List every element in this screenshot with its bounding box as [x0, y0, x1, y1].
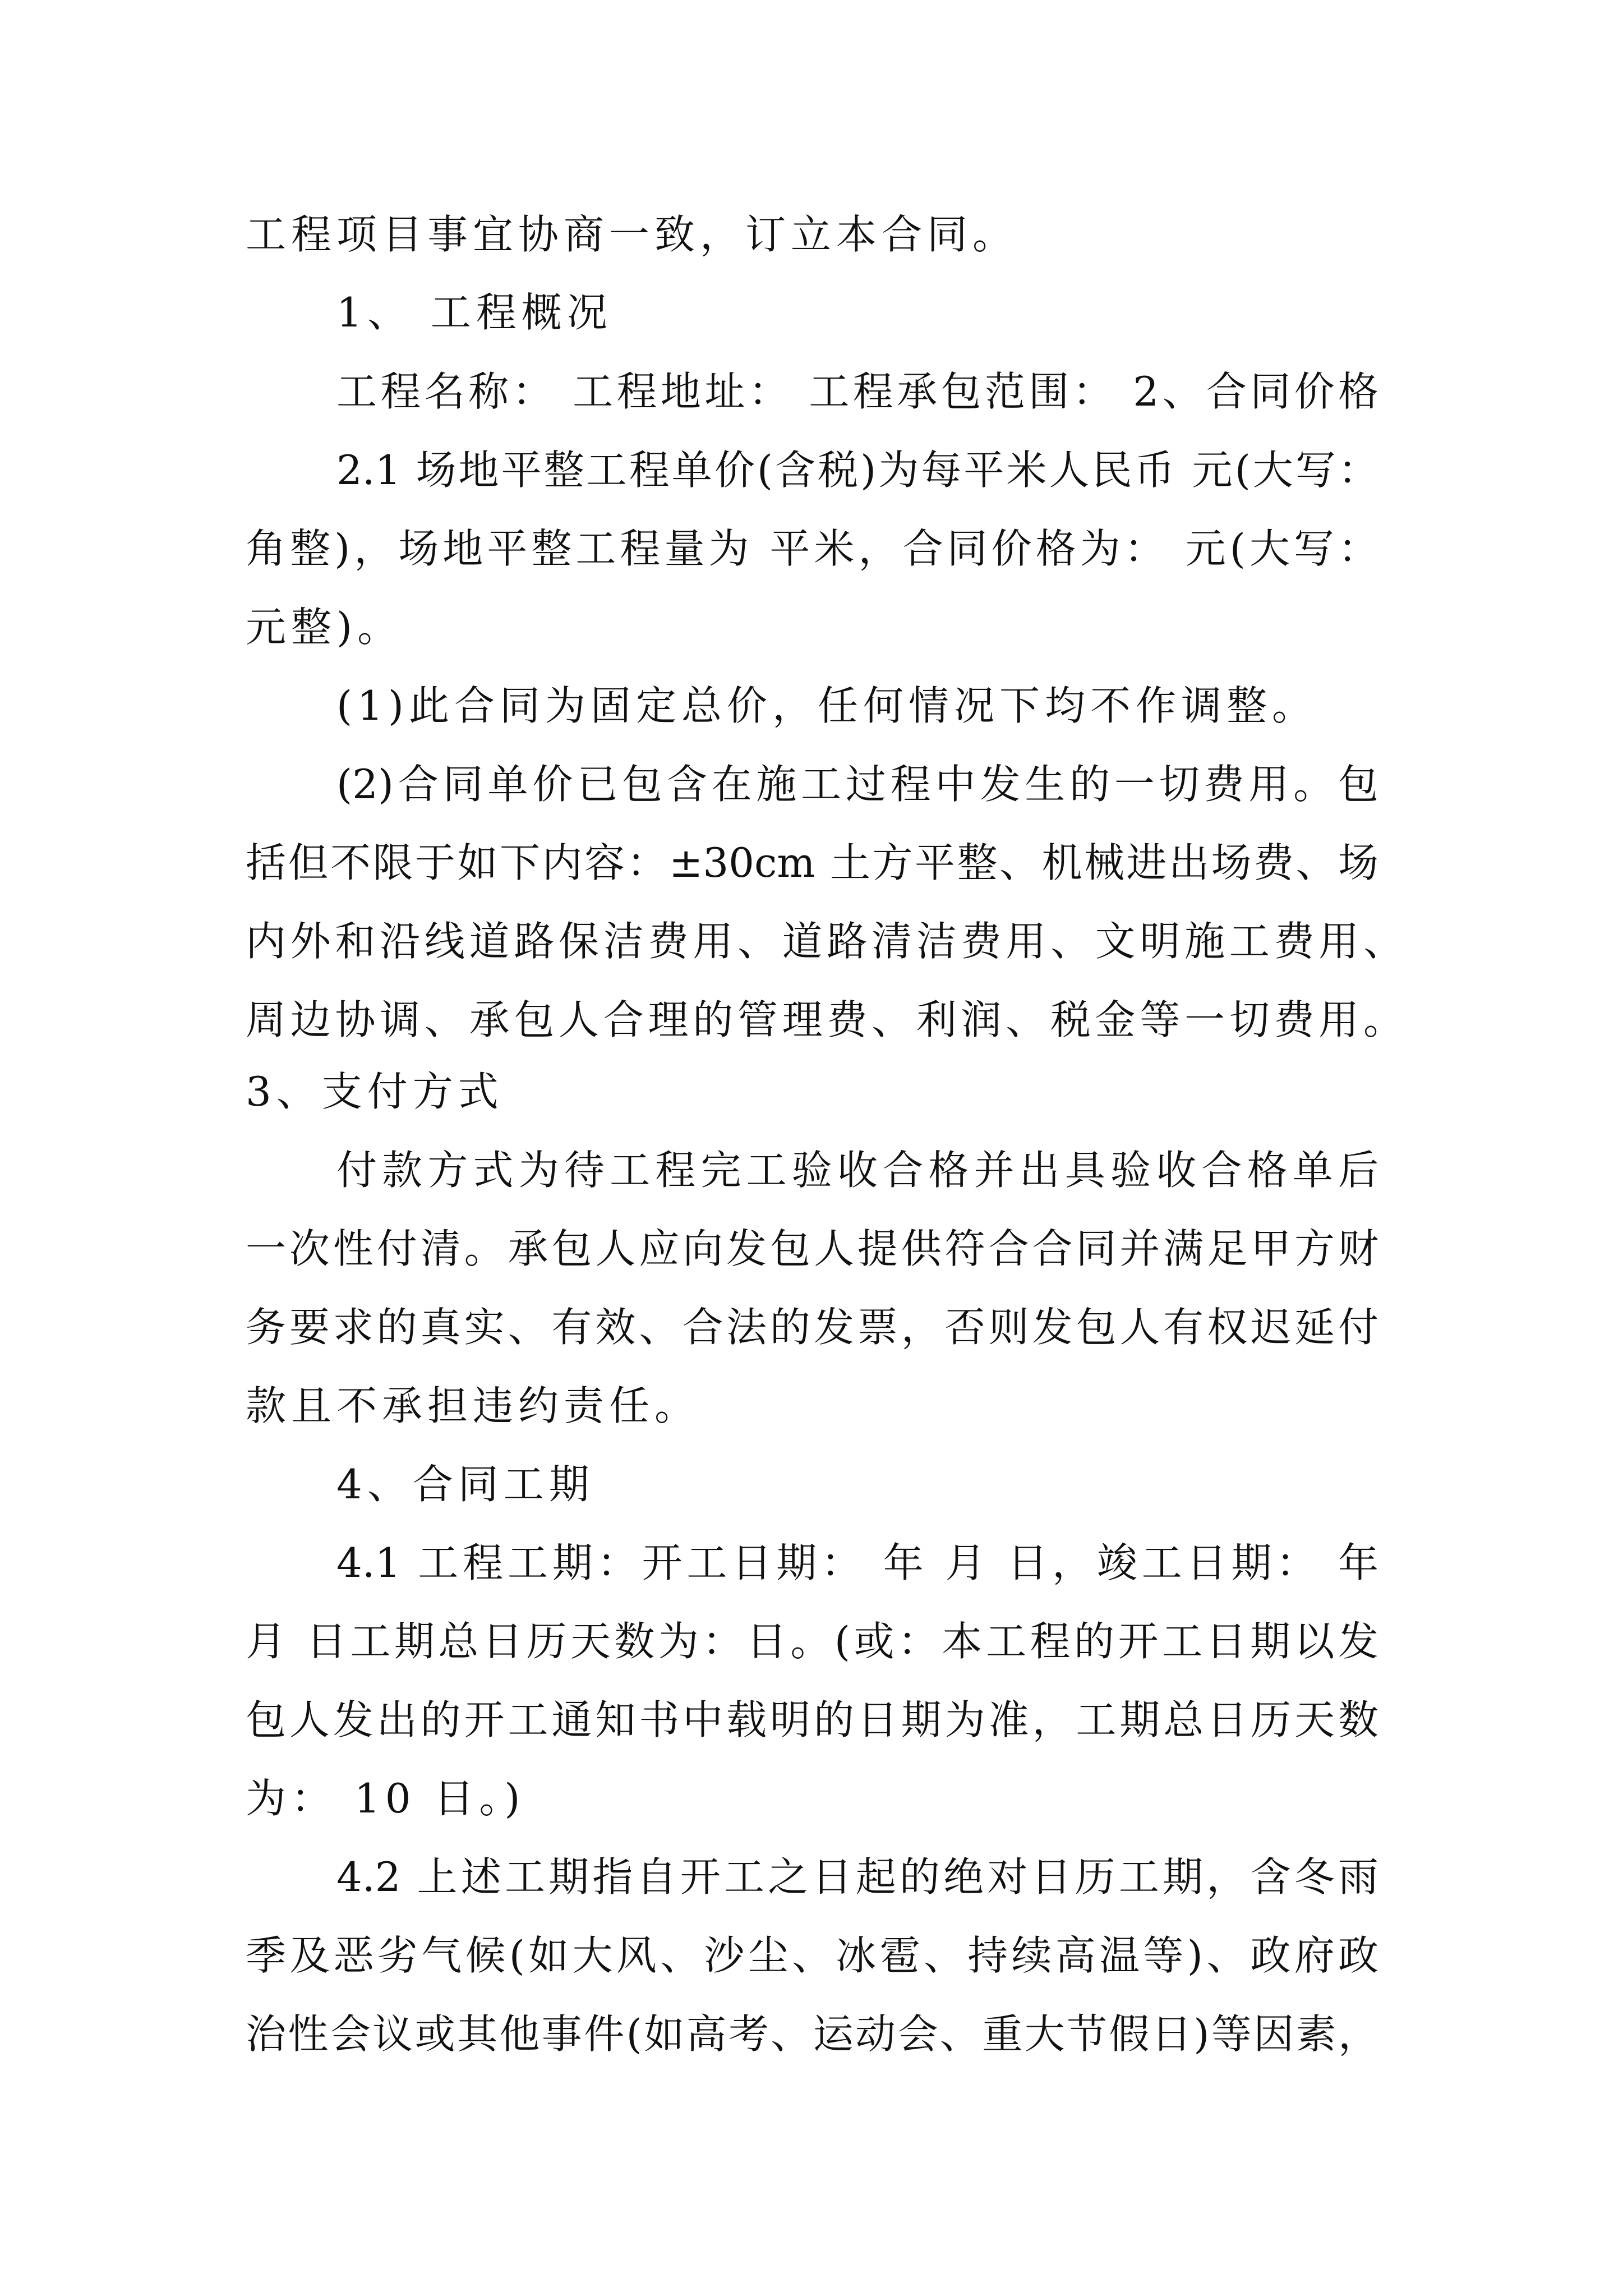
paragraph-line: (2)合同单价已包含在施工过程中发生的一切费用。包 [336, 761, 1378, 808]
paragraph-line: 季及恶劣气候(如大风、沙尘、冰雹、持续高温等)、政府政 [246, 1932, 1378, 1979]
paragraph-line: 内外和沿线道路保洁费用、道路清洁费用、文明施工费用、 [246, 918, 1404, 965]
paragraph-line: 元整)。 [246, 604, 403, 651]
paragraph-line: 周边协调、承包人合理的管理费、利润、税金等一切费用。 [246, 996, 1404, 1043]
paragraph-line: 括但不限于如下内容：±30cm 土方平整、机械进出场费、场 [246, 839, 1378, 886]
paragraph-line: 月 日工期总日历天数为：日。(或：本工程的开工日期以发 [246, 1618, 1378, 1665]
paragraph-line: 工程名称： 工程地址： 工程承包范围： 2、合同价格 [336, 368, 1378, 415]
paragraph-line: 为： 10 日。) [246, 1775, 525, 1822]
section-heading-schedule: 4、合同工期 [336, 1461, 594, 1508]
paragraph-line: 包人发出的开工通知书中载明的日期为准，工期总日历天数 [246, 1696, 1378, 1743]
paragraph-line: 工程项目事宜协商一致，订立本合同。 [246, 211, 1018, 258]
paragraph-line: 务要求的真实、有效、合法的发票，否则发包人有权迟延付 [246, 1304, 1378, 1351]
paragraph-line: 款且不承担违约责任。 [246, 1382, 700, 1429]
paragraph-line: 角整)，场地平整工程量为 平米，合同价格为： 元(大写： [246, 525, 1378, 572]
section-heading-overview: 1、 工程概况 [336, 289, 612, 336]
paragraph-line: 4.1 工程工期：开工日期： 年 月 日，竣工日期： 年 [336, 1539, 1378, 1586]
section-heading-payment: 3、支付方式 [246, 1068, 504, 1115]
paragraph-line: 付款方式为待工程完工验收合格并出具验收合格单后 [336, 1147, 1378, 1194]
paragraph-line: 一次性付清。承包人应向发包人提供符合合同并满足甲方财 [246, 1225, 1378, 1272]
paragraph-line: 4.2 上述工期指自开工之日起的绝对日历工期，含冬雨 [336, 1853, 1378, 1901]
paragraph-line: 2.1 场地平整工程单价(含税)为每平米人民币 元(大写： [336, 447, 1378, 494]
paragraph-line: 治性会议或其他事件(如高考、运动会、重大节假日)等因素， [246, 2010, 1378, 2058]
paragraph-line: (1)此合同为固定总价，任何情况下均不作调整。 [336, 682, 1317, 729]
